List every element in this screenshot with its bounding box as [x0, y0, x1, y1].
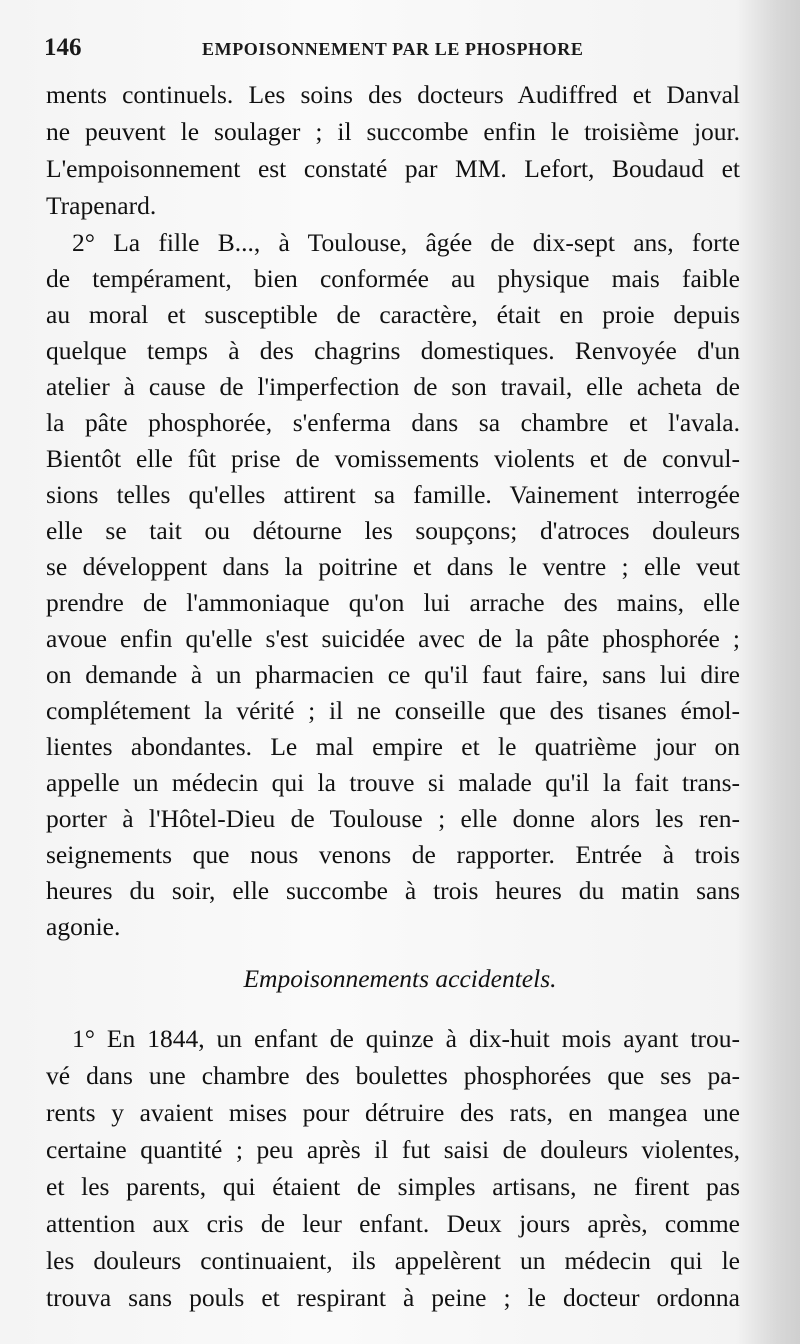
text-line: elle se tait ou détourne les soupçons; d'atroces douleurs [46, 516, 740, 545]
text-line: complétement la vérité ; il ne conseille que des tisanes émol- [46, 696, 740, 725]
text-line: porter à l'Hôtel-Dieu de Toulouse ; elle donne alors les ren- [46, 804, 740, 833]
text-line: seignements que nous venons de rapporter. Entrée à trois [46, 840, 740, 869]
text-line: lientes abondantes. Le mal empire et le quatrième jour on [46, 732, 740, 761]
text-line: ne peuvent le soulager ; il succombe enfin le troisième jour. [46, 117, 740, 146]
text-line: L'empoisonnement est constaté par MM. Lefort, Boudaud et [46, 154, 740, 183]
text-line: se développent dans la poitrine et dans le ventre ; elle veut [46, 552, 740, 581]
text-line: prendre de l'ammoniaque qu'on lui arrache des mains, elle [46, 588, 740, 617]
text-line: rents y avaient mises pour détruire des rats, en mangea une [46, 1098, 740, 1127]
text-line: 2° La fille B..., à Toulouse, âgée de dix-sept ans, forte [72, 228, 740, 257]
text-line: Trapenard. [46, 191, 157, 220]
text-line: et les parents, qui étaient de simples artisans, ne firent pas [46, 1172, 740, 1201]
text-line: agonie. [46, 912, 121, 941]
running-title: EMPOISONNEMENT PAR LE PHOSPHORE [202, 39, 584, 59]
text-line: certaine quantité ; peu après il fut saisi de douleurs violentes, [46, 1135, 740, 1164]
text-line: avoue enfin qu'elle s'est suicidée avec de la pâte phosphorée ; [46, 624, 740, 653]
text-line: trouva sans pouls et respirant à peine ; le docteur ordonna [46, 1283, 740, 1312]
text-line: appelle un médecin qui la trouve si malade qu'il la fait trans- [46, 768, 740, 797]
text-line: de tempérament, bien conformée au physique mais faible [46, 264, 740, 293]
text-line: au moral et susceptible de caractère, était en proie depuis [46, 300, 740, 329]
text-line: sions telles qu'elles attirent sa famille. Vainement interrogée [46, 480, 740, 509]
text-line: ments continuels. Les soins des docteurs Audiffred et Danval [46, 80, 740, 109]
text-line: heures du soir, elle succombe à trois heures du matin sans [46, 876, 740, 905]
text-line: la pâte phosphorée, s'enferma dans sa chambre et l'avala. [46, 408, 740, 437]
text-line: 1° En 1844, un enfant de quinze à dix-huit mois ayant trou- [72, 1024, 740, 1053]
page-header [44, 34, 744, 66]
text-line: les douleurs continuaient, ils appelèrent un médecin qui le [46, 1246, 740, 1275]
page-number: 146 [44, 34, 82, 61]
text-line: atelier à cause de l'imperfection de son travail, elle acheta de [46, 372, 740, 401]
text-line: on demande à un pharmacien ce qu'il faut faire, sans lui dire [46, 660, 740, 689]
section-heading: Empoisonnements accidentels. [243, 964, 557, 993]
text-line: Bientôt elle fût prise de vomissements violents et de convul- [46, 444, 740, 473]
text-line: vé dans une chambre des boulettes phosphorées que ses pa- [46, 1061, 740, 1090]
text-line: attention aux cris de leur enfant. Deux jours après, comme [46, 1209, 740, 1238]
text-line: quelque temps à des chagrins domestiques. Renvoyée d'un [46, 336, 740, 365]
